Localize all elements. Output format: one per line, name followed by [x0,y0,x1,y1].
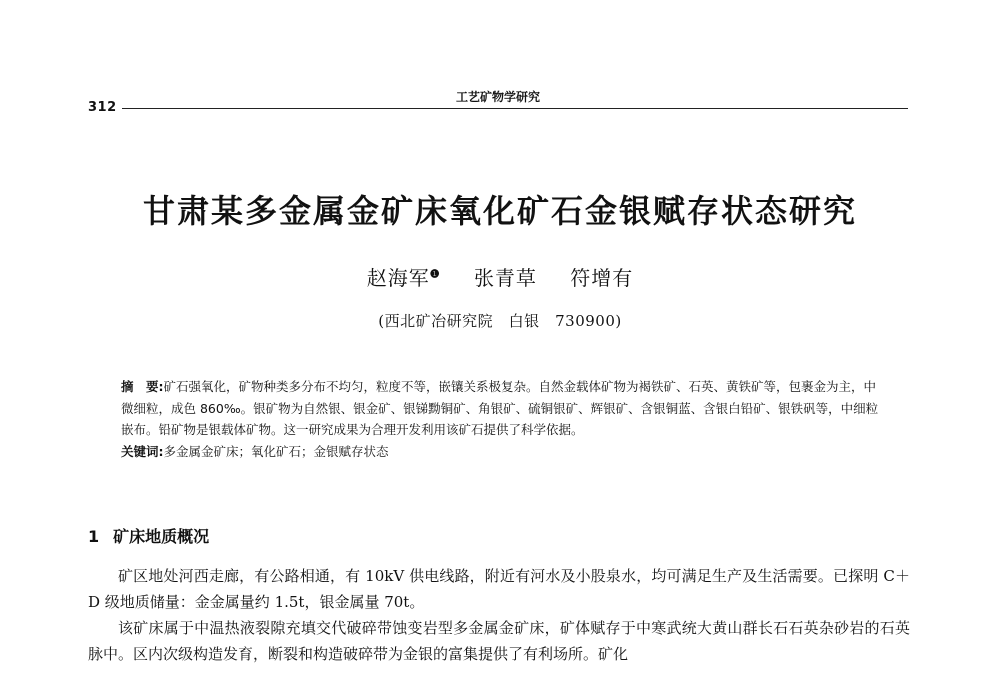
keywords [121,441,886,463]
paper-title: 甘肃某多金属金矿床氧化矿石金银赋存状态研究 [142,192,857,230]
keywords-text: 多金属金矿床；氧化矿石；金银赋存状态 [163,443,389,459]
paragraph: 矿区地处河西走廊，有公路相通，有 10kV 供电线路，附近有河水及小股泉水，均可满足生产及生活需要。已探明 C＋D 级地质储量：金金属量约 1.5t，银金属量 70t。 [88,567,910,611]
abstract-label: 摘 要: [121,379,164,394]
paragraph: 该矿床属于中温热液裂隙充填交代破碎带蚀变岩型多金属金矿床，矿体赋存于中寒武统大黄山群长石石英杂砂岩的石英脉中。区内次级构造发育，断裂和构造破碎带为金银的富集提供了有利场所。矿化 [88,619,910,663]
author-name: 赵海军 [366,266,430,290]
author-name: 符增有 [570,266,634,290]
abstract-block [121,376,886,462]
author-2 [474,262,537,291]
author-1 [367,262,441,291]
section-title: 矿床地质概况 [113,527,210,546]
author-3 [570,262,633,291]
author-name: 张青草 [473,266,537,290]
keywords-label: 关键词: [121,443,164,459]
header-rule [122,108,908,109]
journal-name: 工艺矿物学研究 [455,90,540,104]
author-list [0,262,1000,291]
affiliation: (西北矿冶研究院 白银 730900) [378,312,622,330]
abstract-text: 矿石强氧化，矿物种类多分布不均匀，粒度不等，嵌镶关系极复杂。自然金载体矿物为褐铁矿、石英、黄铁矿等，包裹金为主，中微细粒，成色 860‰。银矿物为自然银、银金矿、银锑黝铜矿、角银矿、硫铜银矿、辉银矿、含银铜蓝、含银白铅矿、银铁矾等，中细粒嵌布。铅矿物是银载体矿物。这一研究成果为合理开发利用该矿石提供了科学依据。 [121,379,879,437]
running-header [88,88,908,118]
body-text [88,563,910,667]
author-footnote-mark: ❶ [429,267,441,281]
section-number: 1 [88,527,100,546]
section-heading [88,524,209,547]
page-number: 312 [88,100,117,115]
abstract [121,376,886,441]
